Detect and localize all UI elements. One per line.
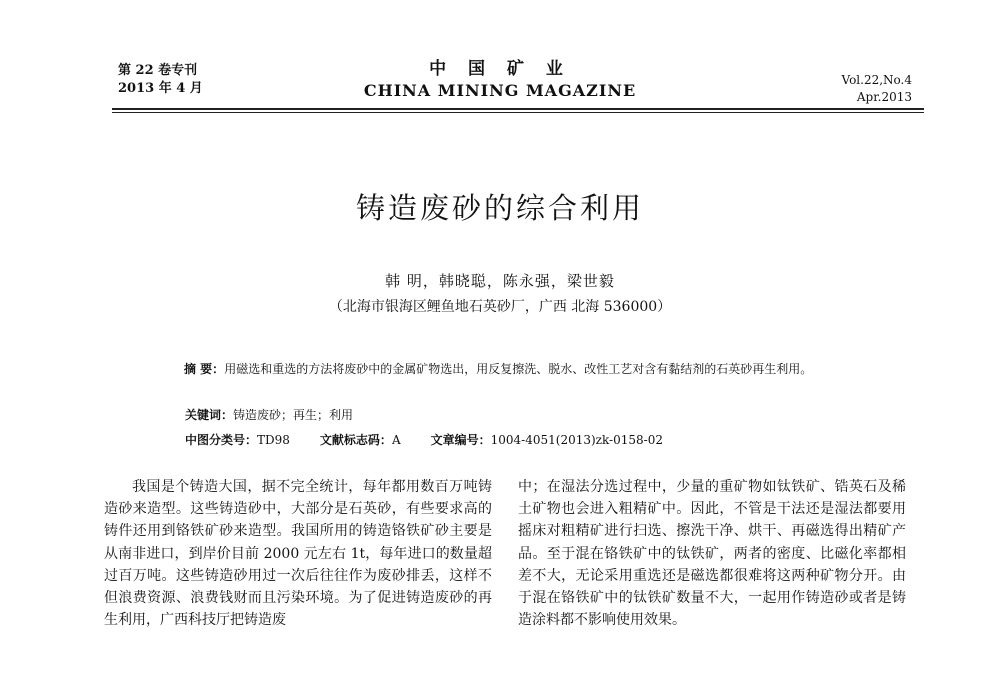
header-rule (112, 108, 924, 110)
article-affiliation: （北海市银海区鲤鱼地石英砂厂，广西 北海 536000） (328, 299, 672, 315)
date-cn: 2013 年 4 月 (118, 81, 203, 96)
keywords (185, 406, 353, 423)
journal-name-cn: 中 国 矿 业 (429, 59, 571, 79)
header-rule-thin (112, 112, 924, 113)
date-en: Apr.2013 (856, 90, 912, 104)
keywords-label: 关键词： (185, 408, 234, 422)
class-label: 中图分类号： (185, 433, 258, 447)
article-number: 1004-4051(2013)zk-0158-02 (490, 433, 663, 447)
article-number-label: 文章编号： (430, 433, 491, 447)
volume-en: Vol.22,No.4 (841, 73, 912, 87)
article-authors: 韩 明，韩晓聪，陈永强，梁世毅 (385, 272, 615, 290)
journal-issue-info-en (842, 72, 913, 106)
journal-name-en: CHINA MINING MAGAZINE (363, 81, 637, 100)
class-number: TD98 (257, 433, 290, 447)
doc-code-label: 文献标志码： (319, 433, 392, 447)
article-title: 铸造废砂的综合利用 (355, 191, 644, 225)
doc-code: A (391, 433, 401, 447)
body-column-left: 我国是个铸造大国，据不完全统计，每年都用数百万吨铸造砂来造型。这些铸造砂中，大部分是石英砂，有些要求高的铸件还用到铬铁矿砂来造型。我国所用的铸造铬铁矿砂主要是从南非进口，到岸价目前 2000 元左右 1t，每年进口的数量超过百万吨。这些铸造砂用过一次后往往作为废砂排丢，这样不但浪费资源、浪费钱财而且污染环境。为了促进铸造废砂的再生利用，广西科技厅把铸造废 (104, 479, 492, 629)
keywords-text: 铸造废砂；再生；利用 (233, 408, 354, 422)
volume-cn: 第 22 卷专刊 (118, 63, 198, 78)
abstract-text: 用磁选和重选的方法将废砂中的金属矿物选出，用反复擦洗、脱水、改性工艺对含有黏结剂的石英砂再生利用。 (224, 362, 813, 376)
classification-line (185, 431, 663, 448)
body-column-right: 中；在湿法分选过程中，少量的重矿物如钛铁矿、锆英石及稀土矿物也会进入粗精矿中。因此，不管是干法还是湿法都要用摇床对粗精矿进行扫选、擦洗干净、烘干、再磁选得出精矿产品。至于混在铬铁矿中的钛铁矿，两者的密度、比磁化率都相差不大，无论采用重选还是磁选都很难将这两种矿物分开。由于混在铬铁矿中的钛铁矿数量不大，一起用作铸造砂或者是铸造涂料都不影响使用效果。 (518, 479, 906, 629)
abstract (148, 358, 838, 380)
abstract-label: 摘 要： (184, 362, 225, 376)
